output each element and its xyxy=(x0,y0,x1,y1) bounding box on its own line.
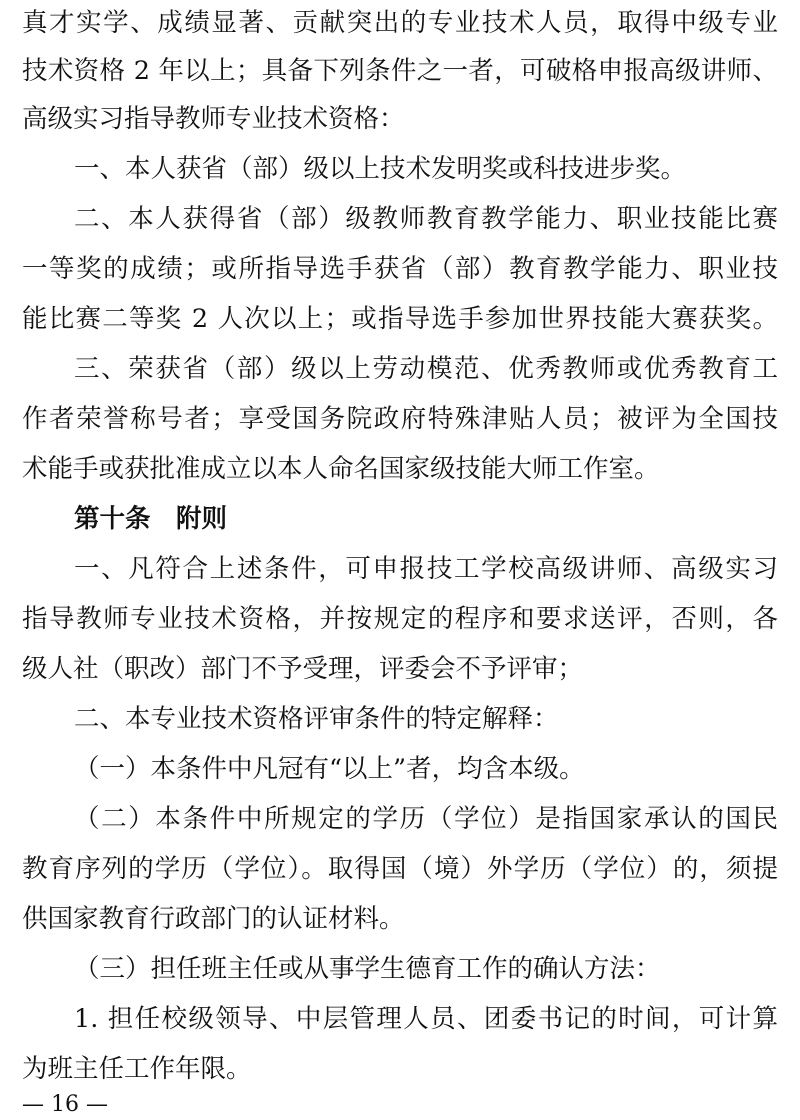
body-text-line: 高级实习指导教师专业技术资格： xyxy=(22,104,405,134)
list-item-text: 三、荣获省（部）级以上劳动模范、优秀教师或优秀教育工 xyxy=(74,354,778,384)
body-text-line: 为班主任工作年限。 xyxy=(22,1054,252,1084)
body-text-line: 真才实学、成绩显著、贡献突出的专业技术人员，取得中级专业 xyxy=(22,8,778,38)
list-item-text: （二）本条件中所规定的学历（学位）是指国家承认的国民 xyxy=(74,804,778,834)
body-text-line: 级人社（职改）部门不予受理，评委会不予评审； xyxy=(22,654,584,684)
body-text-line: 一等奖的成绩；或所指导选手获省（部）教育教学能力、职业技 xyxy=(22,254,778,284)
list-item-text: 一、本人获省（部）级以上技术发明奖或科技进步奖。 xyxy=(74,154,687,184)
list-item-text: 二、本专业技术资格评审条件的特定解释： xyxy=(74,704,559,734)
list-item-text: （三）担任班主任或从事学生德育工作的确认方法： xyxy=(74,954,661,984)
body-text-line: 技术资格 2 年以上；具备下列条件之一者，可破格申报高级讲师、 xyxy=(22,56,778,86)
body-text-line: 能比赛二等奖 2 人次以上；或指导选手参加世界技能大赛获奖。 xyxy=(22,304,778,334)
body-text-line: 教育序列的学历（学位）。取得国（境）外学历（学位）的，须提 xyxy=(22,854,778,884)
page-number: — 16 — xyxy=(22,1092,108,1117)
body-text-line: 指导教师专业技术资格，并按规定的程序和要求送评，否则，各 xyxy=(22,604,778,634)
list-item-text: （一）本条件中凡冠有“以上”者，均含本级。 xyxy=(74,754,585,784)
list-item-text: 二、本人获得省（部）级教师教育教学能力、职业技能比赛 xyxy=(74,204,778,234)
body-text-line: 术能手或获批准成立以本人命名国家级技能大师工作室。 xyxy=(22,454,660,484)
list-item-text: 1. 担任校级领导、中层管理人员、团委书记的时间，可计算 xyxy=(74,1004,778,1034)
list-item-text: 一、凡符合上述条件，可申报技工学校高级讲师、高级实习 xyxy=(74,554,778,584)
section-heading: 第十条 附则 xyxy=(74,504,228,534)
body-text-line: 作者荣誉称号者；享受国务院政府特殊津贴人员；被评为全国技 xyxy=(22,404,778,434)
body-text-line: 供国家教育行政部门的认证材料。 xyxy=(22,904,405,934)
